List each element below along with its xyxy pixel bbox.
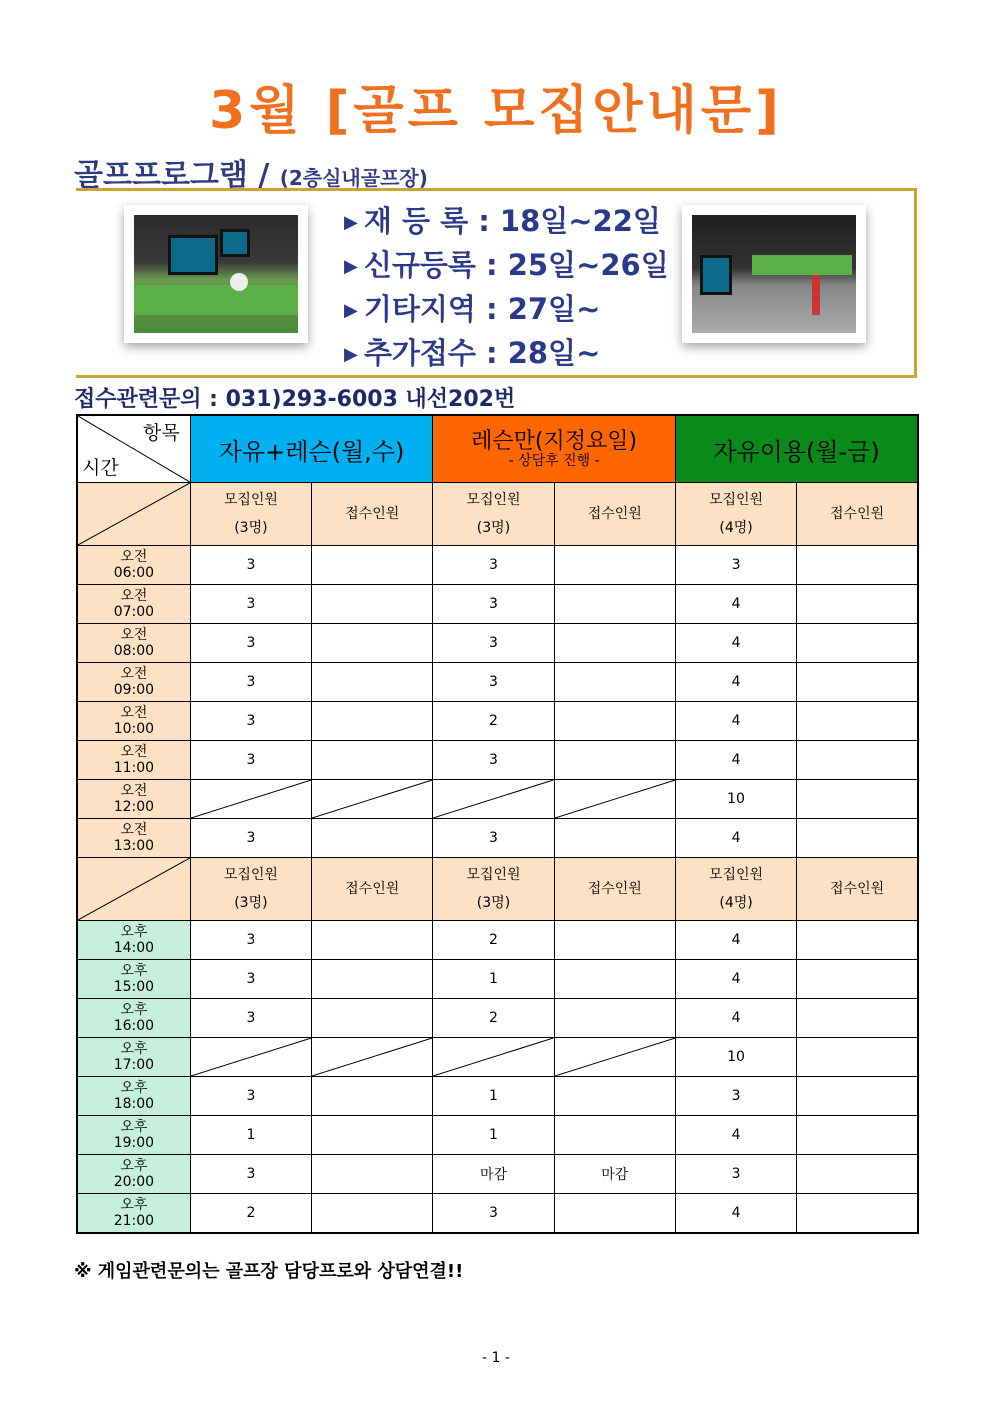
received-header: 접수인원 [797,858,918,921]
received-header: 접수인원 [554,858,675,921]
received-count-cell [312,585,433,624]
recruit-count-cell: 4 [675,1116,796,1155]
recruit-count-cell: 1 [433,1116,554,1155]
recruit-count-cell: 10 [675,780,796,819]
time-cell: 오후 17:00 [77,1038,190,1077]
pm-blank-corner [77,858,190,921]
am-blank-corner [77,483,190,546]
closed-cell [554,780,675,819]
recruit-count-cell: 2 [190,1194,311,1234]
received-count-cell [312,999,433,1038]
table-row [77,819,918,858]
recruit-count-cell: 3 [190,546,311,585]
recruit-count-cell: 3 [433,585,554,624]
received-count-cell [797,1077,918,1116]
recruit-header: 모집인원 (3명) [433,483,554,546]
closed-cell [190,780,311,819]
group-free-use: 자유이용(월-금) [675,415,918,483]
table-row [77,702,918,741]
received-count-cell [797,1038,918,1077]
recruit-count-cell: 3 [433,546,554,585]
registration-banner [76,188,917,378]
schedule-row: ▶ 재 등 록 : 18일~22일 [344,204,661,238]
recruit-count-cell: 10 [675,1038,796,1077]
received-count-cell [312,741,433,780]
closed-cell [312,1038,433,1077]
table-row [77,1077,918,1116]
recruit-count-cell: 2 [433,702,554,741]
triangle-bullet-icon: ▶ [344,344,358,365]
received-header: 접수인원 [797,483,918,546]
table-row [77,741,918,780]
received-count-cell [554,960,675,999]
program-name: 골프프로그램 / [74,158,280,193]
received-count-cell [554,999,675,1038]
recruit-header: 모집인원 (4명) [675,483,796,546]
received-count-cell: 마감 [554,1155,675,1194]
received-count-cell [312,819,433,858]
time-cell: 오후 15:00 [77,960,190,999]
received-count-cell [312,702,433,741]
program-location: (2층실내골프장) [279,166,428,190]
table-row [77,921,918,960]
received-count-cell [797,663,918,702]
table-row [77,585,918,624]
recruit-count-cell: 1 [190,1116,311,1155]
closed-cell [312,780,433,819]
time-cell: 오후 20:00 [77,1155,190,1194]
table-row [77,960,918,999]
table-row [77,546,918,585]
table-row [77,1116,918,1155]
contact-info: 접수관련문의 : 031)293-6003 내선202번 [74,387,516,412]
time-cell: 오후 18:00 [77,1077,190,1116]
time-cell: 오후 16:00 [77,999,190,1038]
pm-column-header-row [77,858,918,921]
group-lesson-only: 레슨만(지정요일) - 상담후 진행 - [433,415,676,483]
received-count-cell [797,624,918,663]
recruit-count-cell: 3 [190,1077,311,1116]
page-number: - 1 - [482,1350,510,1366]
received-count-cell [554,546,675,585]
recruit-count-cell: 3 [190,624,311,663]
received-header: 접수인원 [554,483,675,546]
recruit-count-cell: 4 [675,819,796,858]
corner-time-label: 시간 [82,457,119,479]
recruit-count-cell: 4 [675,960,796,999]
recruit-count-cell: 3 [190,663,311,702]
golf-room-photo-right [682,205,866,343]
received-count-cell [312,1077,433,1116]
table-row [77,663,918,702]
recruit-count-cell: 3 [675,1077,796,1116]
time-cell: 오전 12:00 [77,780,190,819]
group-free-lesson: 자유+레슨(월,수) [190,415,433,483]
received-count-cell [554,1077,675,1116]
received-header: 접수인원 [312,483,433,546]
time-cell: 오전 06:00 [77,546,190,585]
received-count-cell [312,546,433,585]
recruit-count-cell: 3 [190,702,311,741]
table-row [77,999,918,1038]
recruit-count-cell: 4 [675,1194,796,1234]
received-count-cell [554,585,675,624]
am-rows [77,546,918,858]
recruit-count-cell: 4 [675,921,796,960]
table-row [77,1038,918,1077]
received-count-cell [554,921,675,960]
received-count-cell [797,1116,918,1155]
received-count-cell [797,780,918,819]
schedule-table [76,414,919,1234]
received-count-cell [797,1194,918,1234]
received-count-cell [312,624,433,663]
received-count-cell [312,921,433,960]
received-count-cell [797,921,918,960]
closed-cell [433,1038,554,1077]
recruit-count-cell: 3 [675,1155,796,1194]
recruit-count-cell: 1 [433,960,554,999]
recruit-count-cell: 4 [675,702,796,741]
received-count-cell [554,741,675,780]
group-lesson-note: - 상담후 진행 - [508,453,600,469]
recruit-count-cell: 4 [675,663,796,702]
received-count-cell [797,999,918,1038]
schedule-row: ▶ 추가접수 : 28일~ [344,336,601,370]
triangle-bullet-icon: ▶ [344,212,358,233]
recruit-count-cell: 3 [433,1194,554,1234]
time-cell: 오후 19:00 [77,1116,190,1155]
time-cell: 오후 21:00 [77,1194,190,1234]
closed-cell [433,780,554,819]
recruit-count-cell: 3 [190,819,311,858]
table-row [77,624,918,663]
recruit-count-cell: 3 [190,999,311,1038]
triangle-bullet-icon: ▶ [344,256,358,277]
received-count-cell [554,663,675,702]
recruit-header: 모집인원 (3명) [190,483,311,546]
group-header-row [77,415,918,483]
recruit-header: 모집인원 (4명) [675,858,796,921]
received-count-cell [554,702,675,741]
recruit-count-cell: 2 [433,921,554,960]
time-cell: 오전 11:00 [77,741,190,780]
recruit-count-cell: 4 [675,624,796,663]
received-count-cell [797,819,918,858]
recruit-count-cell: 마감 [433,1155,554,1194]
recruit-header: 모집인원 (3명) [433,858,554,921]
received-count-cell [797,960,918,999]
registration-schedule [344,199,669,375]
recruit-count-cell: 4 [675,741,796,780]
recruit-count-cell: 3 [190,585,311,624]
received-count-cell [554,1194,675,1234]
recruit-count-cell: 3 [190,741,311,780]
recruit-count-cell: 3 [190,921,311,960]
corner-item-label: 항목 [143,422,180,444]
time-cell: 오후 14:00 [77,921,190,960]
schedule-row: ▶ 신규등록 : 25일~26일 [344,248,669,282]
table-row [77,780,918,819]
page-title: 3월 [골프 모집안내문] [209,81,783,141]
recruit-count-cell: 3 [190,960,311,999]
closed-cell [554,1038,675,1077]
golf-room-photo-left [124,205,308,343]
triangle-bullet-icon: ▶ [344,300,358,321]
time-cell: 오전 10:00 [77,702,190,741]
recruit-header: 모집인원 (3명) [190,858,311,921]
received-count-cell [554,819,675,858]
corner-header [77,415,190,483]
received-count-cell [797,741,918,780]
recruit-count-cell: 2 [433,999,554,1038]
time-cell: 오전 13:00 [77,819,190,858]
received-count-cell [312,960,433,999]
table-row [77,1194,918,1234]
recruit-count-cell: 3 [675,546,796,585]
am-column-header-row [77,483,918,546]
time-cell: 오전 09:00 [77,663,190,702]
received-count-cell [797,546,918,585]
received-count-cell [312,1194,433,1234]
recruit-count-cell: 3 [190,1155,311,1194]
recruit-count-cell: 3 [433,741,554,780]
time-cell: 오전 07:00 [77,585,190,624]
received-count-cell [797,585,918,624]
recruit-count-cell: 4 [675,585,796,624]
received-count-cell [312,1116,433,1155]
recruit-count-cell: 4 [675,999,796,1038]
received-count-cell [554,624,675,663]
schedule-row: ▶ 기타지역 : 27일~ [344,292,601,326]
recruit-count-cell: 3 [433,819,554,858]
pm-rows [77,921,918,1234]
game-inquiry-note: ※ 게임관련문의는 골프장 담당프로와 상담연결!! [74,1261,464,1282]
recruit-count-cell: 3 [433,624,554,663]
received-count-cell [797,1155,918,1194]
received-count-cell [554,1116,675,1155]
received-count-cell [797,702,918,741]
table-row [77,1155,918,1194]
recruit-count-cell: 1 [433,1077,554,1116]
received-count-cell [312,1155,433,1194]
closed-cell [190,1038,311,1077]
received-count-cell [312,663,433,702]
recruit-count-cell: 3 [433,663,554,702]
time-cell: 오전 08:00 [77,624,190,663]
received-header: 접수인원 [312,858,433,921]
